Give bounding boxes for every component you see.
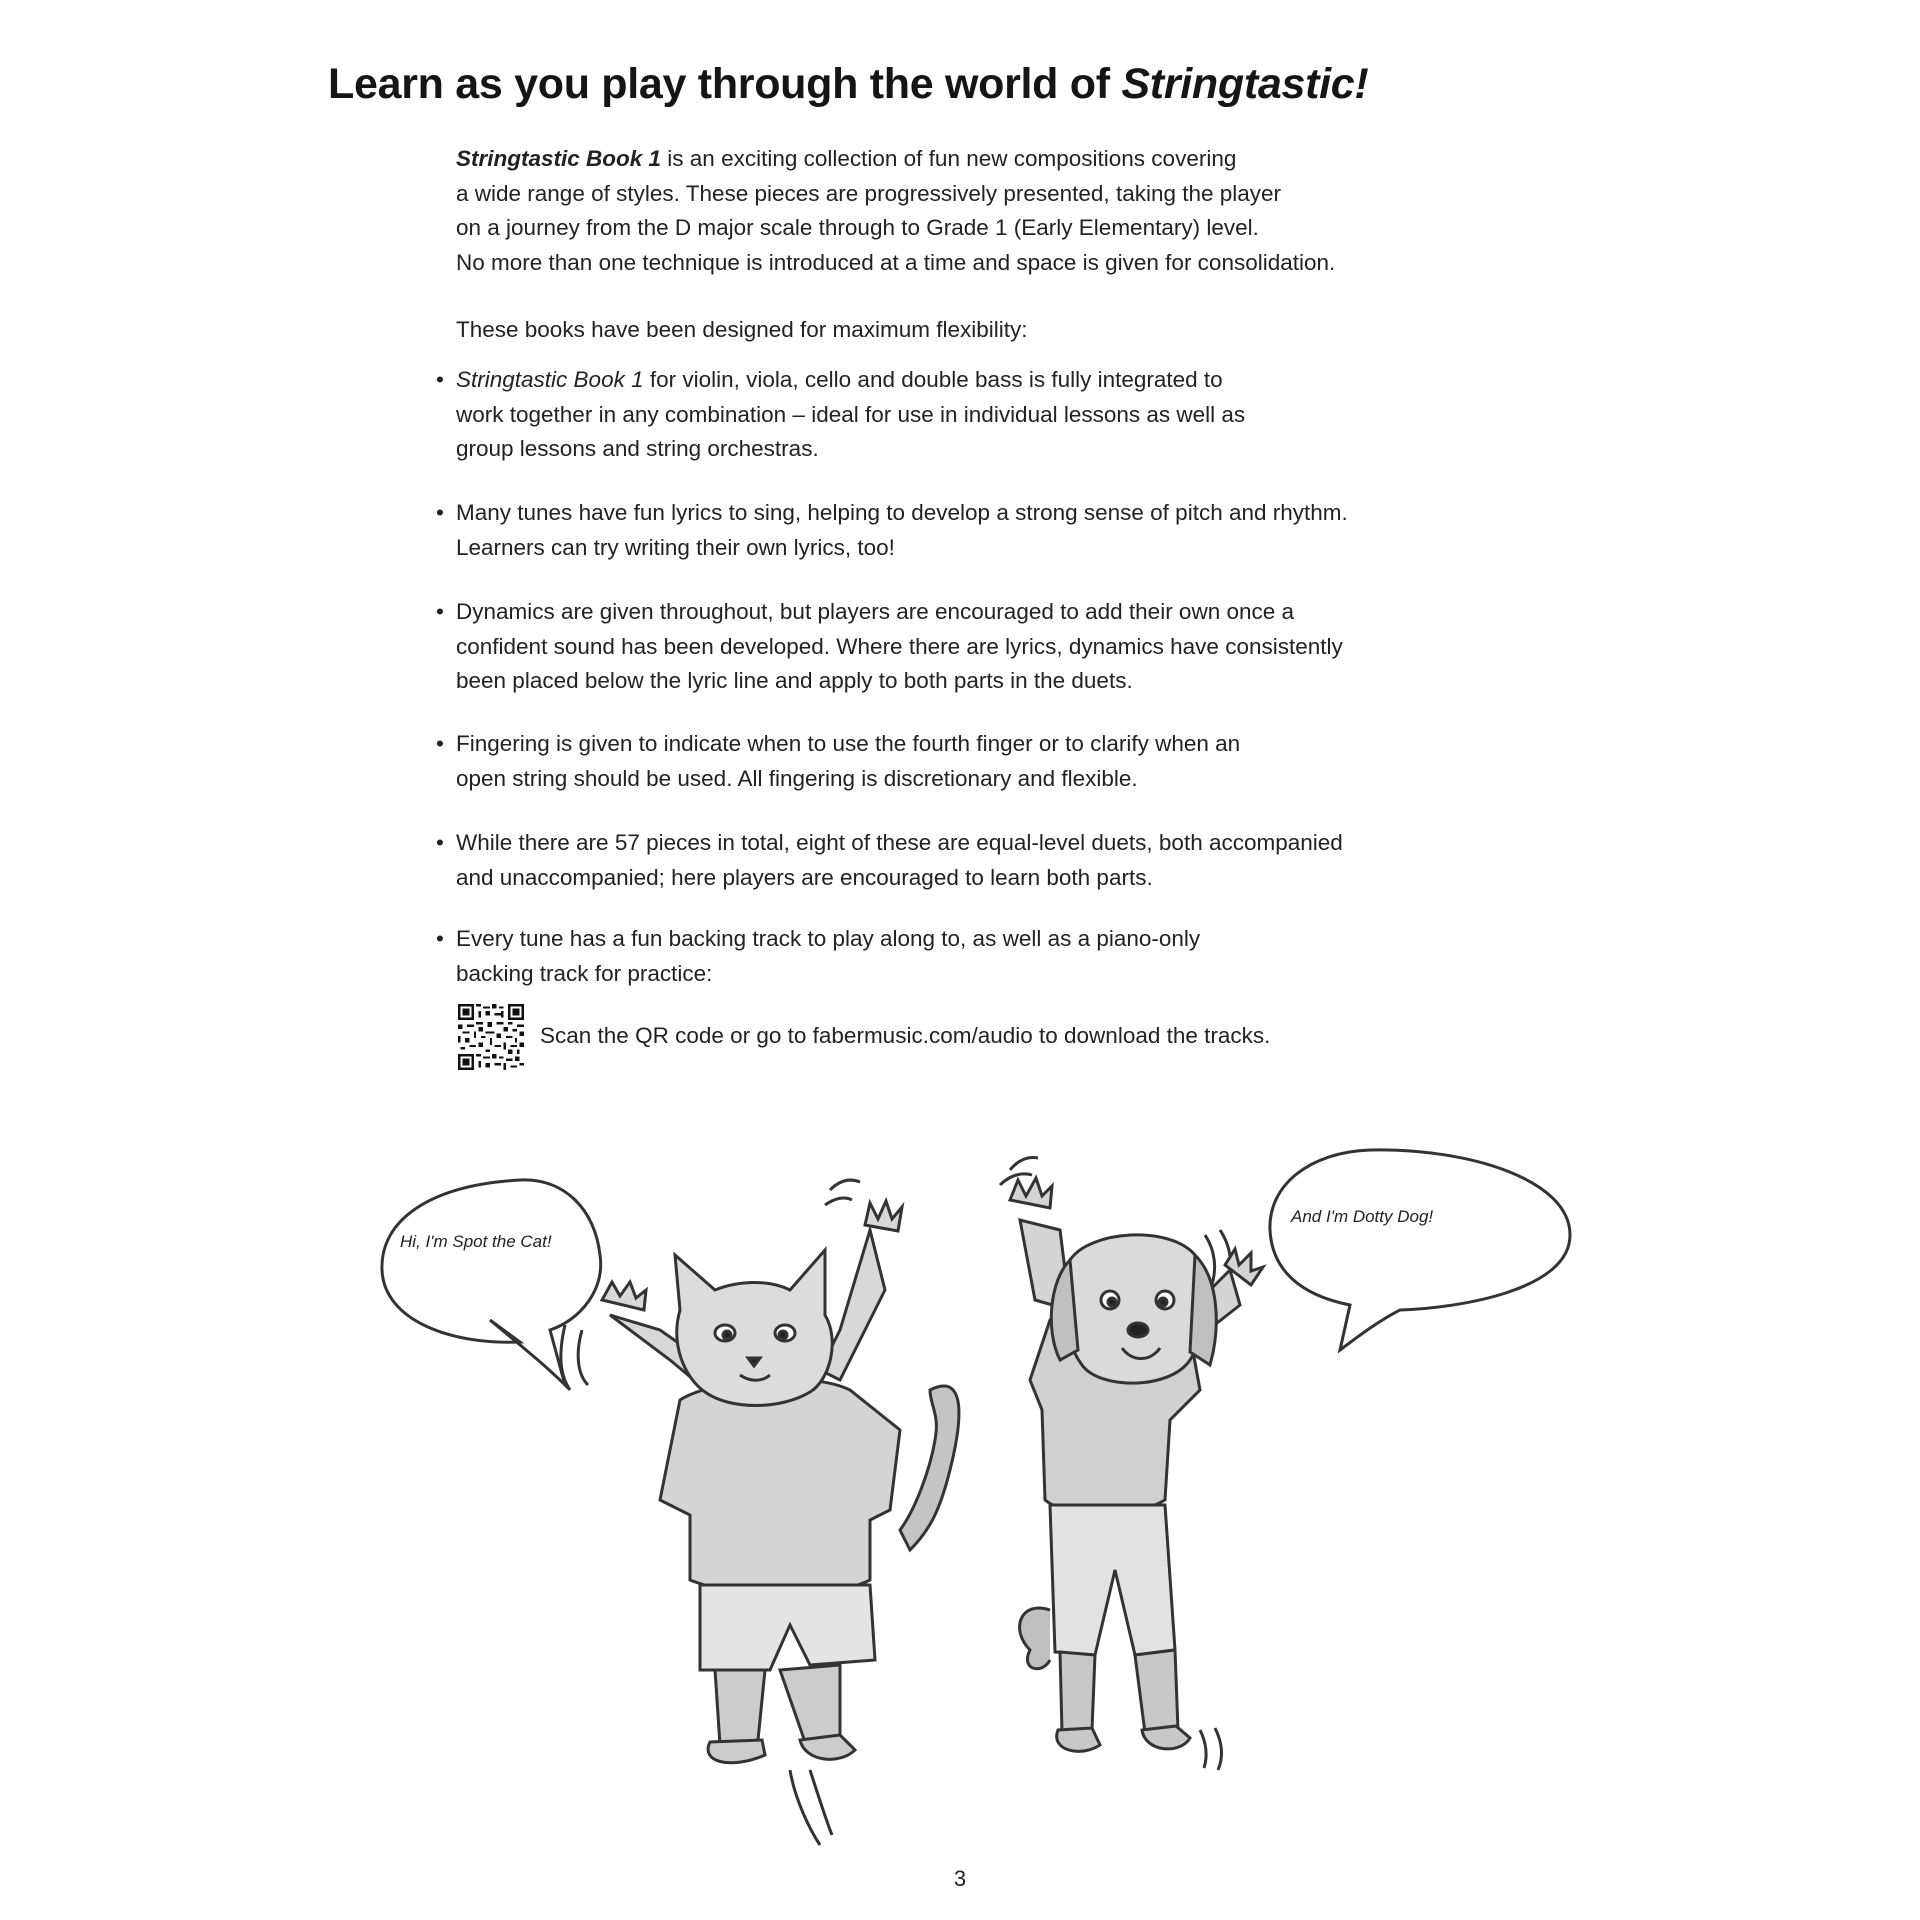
intro-paragraph	[456, 142, 1335, 280]
dog-character	[1000, 1158, 1263, 1771]
qr-instruction-text: Scan the QR code or go to fabermusic.com/audio to download the tracks.	[540, 1023, 1271, 1048]
page-number: 3	[953, 1866, 967, 1891]
page-heading	[328, 60, 1368, 109]
bullet-line: While there are 57 pieces in total, eight of these are equal-level duets, both accompanied	[456, 830, 1343, 855]
bullet-icon: •	[436, 500, 444, 525]
bullet-line: for violin, viola, cello and double bass is fully integrated to	[643, 367, 1223, 392]
intro-line: a wide range of styles. These pieces are progressively presented, taking the player	[456, 180, 1282, 206]
bullet-icon: •	[436, 599, 444, 624]
bullet-icon: •	[436, 367, 444, 392]
dog-speech-text: And I'm Dotty Dog!	[1291, 1207, 1434, 1226]
bullet-book-title: Stringtastic Book 1	[456, 367, 644, 392]
bullet-line: group lessons and string orchestras.	[456, 436, 819, 461]
intro-line: on a journey from the D major scale through to Grade 1 (Early Elementary) level.	[456, 215, 1259, 240]
intro-book-title: Stringtastic Book 1	[456, 146, 662, 171]
intro-line: is an exciting collection of fun new compositions covering	[661, 146, 1237, 171]
bullet-line: Every tune has a fun backing track to play along to, as well as a piano-only	[456, 926, 1201, 951]
bullet-line: been placed below the lyric line and apply to both parts in the duets.	[456, 668, 1133, 693]
bullet-icon: •	[436, 731, 444, 756]
bullet-icon: •	[436, 926, 444, 951]
flexibility-intro: These books have been designed for maximum flexibility:	[456, 317, 1028, 342]
cat-speech-bubble	[382, 1180, 601, 1385]
bullet-line: and unaccompanied; here players are encouraged to learn both parts.	[456, 864, 1153, 890]
intro-line: No more than one technique is introduced at a time and space is given for consolidation.	[456, 249, 1336, 275]
dog-speech-bubble	[1270, 1150, 1570, 1350]
cat-and-dog-illustration	[370, 1130, 1580, 1850]
heading-emphasis: Stringtastic!	[1121, 60, 1369, 108]
bullet-line: backing track for practice:	[456, 960, 713, 986]
bullet-line: open string should be used. All fingering is discretionary and flexible.	[456, 765, 1138, 791]
cat-character	[561, 1180, 959, 1845]
qr-code-icon[interactable]	[458, 1004, 524, 1070]
bullet-line: Dynamics are given throughout, but players are encouraged to add their own once a	[456, 599, 1295, 624]
heading-text: Learn as you play through the world of	[328, 60, 1122, 108]
bullet-line: Many tunes have fun lyrics to sing, helping to develop a strong sense of pitch and rhythm.	[456, 500, 1348, 525]
bullet-icon: •	[436, 830, 444, 855]
bullet-line: work together in any combination – ideal for use in individual lessons as well as	[456, 401, 1246, 427]
bullet-line: Fingering is given to indicate when to use the fourth finger or to clarify when an	[456, 731, 1241, 756]
bullet-line: Learners can try writing their own lyrics, too!	[456, 534, 895, 560]
bullet-line: confident sound has been developed. Where there are lyrics, dynamics have consistently	[456, 633, 1343, 659]
cat-speech-text: Hi, I'm Spot the Cat!	[400, 1232, 552, 1251]
